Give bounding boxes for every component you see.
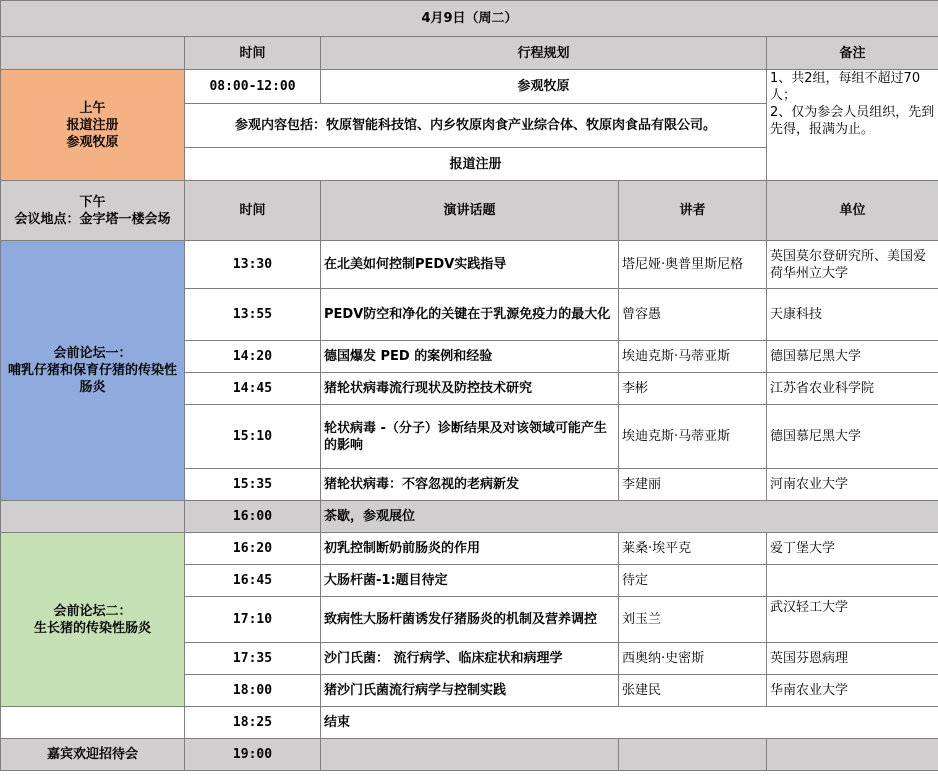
table-row xyxy=(1,533,938,565)
session-topic: 沙门氏菌： 流行病学、临床症状和病理学 xyxy=(321,643,619,675)
session-speaker: 埃迪克斯·马蒂亚斯 xyxy=(619,341,767,373)
session-unit: 德国慕尼黑大学 xyxy=(767,341,938,373)
session-unit: 武汉轻工大学 xyxy=(767,597,938,643)
visit-detail: 参观内容包括：牧原智能科技馆、内乡牧原肉食产业综合体、牧原肉食品有限公司。 xyxy=(185,104,767,148)
afternoon-header-time: 时间 xyxy=(185,181,321,241)
morning-label: 上午 报道注册 参观牧原 xyxy=(1,70,185,181)
afternoon-header-row xyxy=(1,181,938,241)
session-unit: 天康科技 xyxy=(767,289,938,341)
session-time: 16:20 xyxy=(185,533,321,565)
session-unit: 华南农业大学 xyxy=(767,675,938,707)
end-topic: 结束 xyxy=(321,707,938,739)
session-topic: 初乳控制断奶前肠炎的作用 xyxy=(321,533,619,565)
session-time: 14:20 xyxy=(185,341,321,373)
session-topic: 德国爆发 PED 的案例和经验 xyxy=(321,341,619,373)
session-topic: 大肠杆菌-1:题目待定 xyxy=(321,565,619,597)
reception-label: 嘉宾欢迎招待会 xyxy=(1,739,185,771)
morning-time: 08:00-12:00 xyxy=(185,70,321,104)
reception-time: 19:00 xyxy=(185,739,321,771)
session-unit: 河南农业大学 xyxy=(767,469,938,501)
visit-title: 参观牧原 xyxy=(321,70,767,104)
session-topic: 猪轮状病毒：不容忽视的老病新发 xyxy=(321,469,619,501)
session-time: 15:10 xyxy=(185,405,321,469)
session-topic: 猪沙门氏菌流行病学与控制实践 xyxy=(321,675,619,707)
session-unit: 英国芬恩病理 xyxy=(767,643,938,675)
session-unit: 爱丁堡大学 xyxy=(767,533,938,565)
session-time: 14:45 xyxy=(185,373,321,405)
header-row xyxy=(1,37,938,70)
session-time: 16:45 xyxy=(185,565,321,597)
session-unit: 江苏省农业科学院 xyxy=(767,373,938,405)
session-time: 17:35 xyxy=(185,643,321,675)
session-topic: 猪轮状病毒流行现状及防控技术研究 xyxy=(321,373,619,405)
forum1-label: 会前论坛一： 哺乳仔猪和保育仔猪的传染性肠炎 xyxy=(1,241,185,501)
break-row xyxy=(1,501,938,533)
break-time: 16:00 xyxy=(185,501,321,533)
session-speaker: 李建丽 xyxy=(619,469,767,501)
session-unit xyxy=(767,565,938,597)
session-unit: 德国慕尼黑大学 xyxy=(767,405,938,469)
session-speaker: 塔尼娅·奥普里斯尼格 xyxy=(619,241,767,289)
session-topic: PEDV防空和净化的关键在于乳源免疫力的最大化 xyxy=(321,289,619,341)
session-speaker: 莱桑·埃平克 xyxy=(619,533,767,565)
session-speaker: 西奥纳·史密斯 xyxy=(619,643,767,675)
afternoon-header-unit: 单位 xyxy=(767,181,938,241)
afternoon-label: 下午 会议地点：金字塔一楼会场 xyxy=(1,181,185,241)
session-time: 18:00 xyxy=(185,675,321,707)
session-time: 13:55 xyxy=(185,289,321,341)
afternoon-header-speaker: 讲者 xyxy=(619,181,767,241)
session-speaker: 张建民 xyxy=(619,675,767,707)
session-unit: 英国莫尔登研究所、美国爱荷华州立大学 xyxy=(767,241,938,289)
end-row xyxy=(1,707,938,739)
morning-row-1 xyxy=(1,70,938,104)
session-speaker: 埃迪克斯·马蒂亚斯 xyxy=(619,405,767,469)
morning-notes: 1、共2组，每组不超过70人； 2、仅为参会人员组织，先到先得，报满为止。 xyxy=(767,70,938,181)
header-notes: 备注 xyxy=(767,37,938,70)
title-row xyxy=(1,1,938,37)
forum2-label: 会前论坛二： 生长猪的传染性肠炎 xyxy=(1,533,185,707)
session-speaker: 李彬 xyxy=(619,373,767,405)
session-speaker: 曾容愚 xyxy=(619,289,767,341)
afternoon-header-topic: 演讲话题 xyxy=(321,181,619,241)
session-time: 13:30 xyxy=(185,241,321,289)
session-topic: 致病性大肠杆菌诱发仔猪肠炎的机制及营养调控 xyxy=(321,597,619,643)
header-time: 时间 xyxy=(185,37,321,70)
session-topic: 轮状病毒 -（分子）诊断结果及对该领域可能产生的影响 xyxy=(321,405,619,469)
break-topic: 茶歇，参观展位 xyxy=(321,501,938,533)
session-topic: 在北美如何控制PEDV实践指导 xyxy=(321,241,619,289)
table-row xyxy=(1,241,938,289)
session-time: 17:10 xyxy=(185,597,321,643)
session-speaker: 待定 xyxy=(619,565,767,597)
end-time: 18:25 xyxy=(185,707,321,739)
session-speaker: 刘玉兰 xyxy=(619,597,767,643)
day-title: 4月9日（周二） xyxy=(1,1,938,37)
registration: 报道注册 xyxy=(185,148,767,181)
header-plan: 行程规划 xyxy=(321,37,767,70)
reception-row xyxy=(1,739,938,771)
session-time: 15:35 xyxy=(185,469,321,501)
